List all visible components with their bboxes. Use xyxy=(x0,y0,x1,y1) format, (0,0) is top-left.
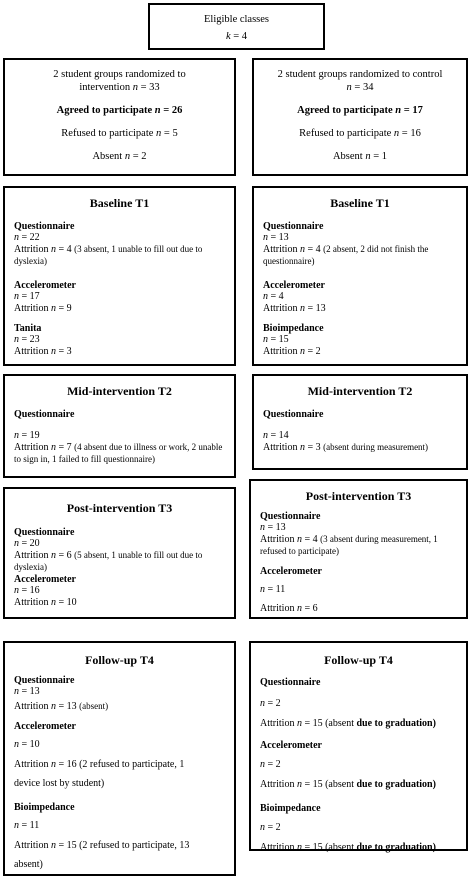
intervention-baseline-t1-box: Baseline T1 Questionnaire n = 22 Attrition n = 4 (3 absent, 1 unable to fill out due to dyslexia) Accelerometer n = 17 Attrition n = 9 Tanita n = 23 Attrition n = 3 xyxy=(3,186,236,366)
accelerometer-label: Accelerometer xyxy=(14,574,76,585)
control-agreed: Agreed to participate n = 17 xyxy=(297,105,423,116)
eligible-classes-box xyxy=(148,3,325,50)
control-absent: Absent n = 1 xyxy=(332,151,388,162)
bioimpedance-label: Bioimpedance xyxy=(14,802,75,813)
control-post-t3-box: Post-intervention T3 Questionnaire n = 13 Attrition n = 4 (3 absent during measurement, 1 refused to participate) Accelerometer n = 11 Attrition n = 6 xyxy=(249,479,468,619)
questionnaire-label: Questionnaire xyxy=(260,677,321,688)
intervention-mid-t2-box: Mid-intervention T2 Questionnaire n = 19 Attrition n = 7 (4 absent due to illness or work, 2 unable to sign in, 1 failed to fill questionnaire) xyxy=(3,374,236,478)
questionnaire-label: Questionnaire xyxy=(14,527,75,538)
control-randomized-box xyxy=(252,58,468,176)
questionnaire-label: Questionnaire xyxy=(263,409,324,420)
intervention-agreed: Agreed to participate n = 26 xyxy=(56,105,183,116)
box-title: Post-intervention T3 xyxy=(66,501,173,515)
bioimpedance-label: Bioimpedance xyxy=(260,803,321,814)
box-title: Follow-up T4 xyxy=(324,653,393,667)
intervention-line2: intervention n = 33 xyxy=(79,82,160,93)
accelerometer-label: Accelerometer xyxy=(260,566,322,577)
box-title: Mid-intervention T2 xyxy=(67,384,172,398)
accelerometer-label: Accelerometer xyxy=(14,721,76,732)
intervention-refused: Refused to participate n = 5 xyxy=(61,128,178,139)
tanita-label: Tanita xyxy=(14,323,42,334)
control-refused: Refused to participate n = 16 xyxy=(299,128,421,139)
questionnaire-label: Questionnaire xyxy=(260,511,321,522)
box-title: Baseline T1 xyxy=(89,196,150,210)
accelerometer-label: Accelerometer xyxy=(260,740,322,751)
control-line2: n = 34 xyxy=(346,82,374,93)
attrition-note: absent) xyxy=(14,859,43,870)
accelerometer-label: Accelerometer xyxy=(14,280,76,291)
box-title: Post-intervention T3 xyxy=(305,489,412,503)
attrition-note: device lost by student) xyxy=(14,778,105,789)
questionnaire-label: Questionnaire xyxy=(14,675,75,686)
control-baseline-t1-box: Baseline T1 Questionnaire n = 13 Attrition n = 4 (2 absent, 2 did not finish the questionnaire) Accelerometer n = 4 Attrition n = 13 Bioimpedance n = 15 Attrition n = 2 xyxy=(252,186,468,366)
accelerometer-label: Accelerometer xyxy=(263,280,325,291)
intervention-post-t3-box: Post-intervention T3 Questionnaire n = 20 Attrition n = 6 (5 absent, 1 unable to fill out due to dyslexia) Accelerometer n = 16 Attrition n = 10 xyxy=(3,487,236,619)
bioimpedance-label: Bioimpedance xyxy=(263,323,324,334)
box-title: Baseline T1 xyxy=(330,196,390,210)
questionnaire-label: Questionnaire xyxy=(14,409,75,420)
intervention-absent: Absent n = 2 xyxy=(92,151,147,162)
intervention-followup-t4-box: Follow-up T4 Questionnaire n = 13 Attrition n = 13 (absent) Accelerometer n = 10 Attrition n = 16 (2 refused to participate, 1 device lost by student) Bioimpedance n = 11 Attrition n = 15 (2 refused to participate, 13 absent) xyxy=(3,641,236,876)
eligible-k: k = 4 xyxy=(225,31,248,42)
intervention-randomized-box xyxy=(3,58,236,176)
box-title: Follow-up T4 xyxy=(85,653,154,667)
intervention-line1: 2 student groups randomized to xyxy=(53,69,186,80)
control-followup-t4-box: Follow-up T4 Questionnaire n = 2 Attrition n = 15 (absent due to graduation) Accelerometer n = 2 Attrition n = 15 (absent due to graduation) Bioimpedance n = 2 Attrition n = 15 (absent due to graduation) xyxy=(249,641,468,851)
control-mid-t2-box: Mid-intervention T2 Questionnaire n = 14 Attrition n = 3 (absent during measurement) xyxy=(252,374,468,470)
control-line1: 2 student groups randomized to control xyxy=(277,69,443,80)
questionnaire-label: Questionnaire xyxy=(14,221,75,232)
box-title: Mid-intervention T2 xyxy=(307,384,413,398)
eligible-title: Eligible classes xyxy=(203,14,270,25)
questionnaire-label: Questionnaire xyxy=(263,221,324,232)
